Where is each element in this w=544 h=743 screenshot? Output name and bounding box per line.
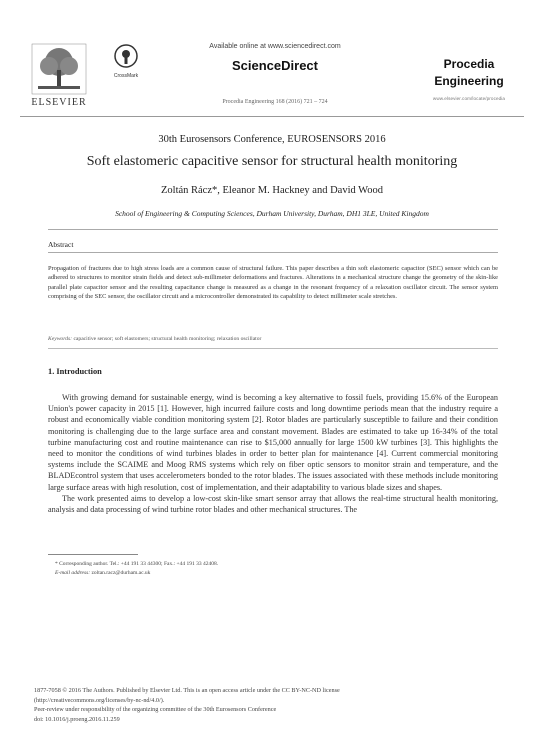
journal-name-line2: Engineering [434,74,504,88]
abstract-heading: Abstract [48,240,74,249]
keywords-list: capacitive sensor; soft elastomers; structural health monitoring; relaxation oscillator [73,336,262,342]
corresponding-author-footnote [55,560,495,578]
crossmark-label: CrossMark [113,73,139,79]
copyright-footer [34,686,504,724]
footnote-contact: * Corresponding author. Tel.: +44 191 33 44300; Fax.: +44 191 33 42408. [55,561,219,567]
journal-name [414,56,524,90]
abstract-heading-divider [48,252,498,253]
intro-paragraph-2: The work presented aims to develop a low-cost skin-like smart sensor array that allows the real-time structural health monitoring, analysis and data processing of wind turbine rotor blades and other mechanical structures. The [48,493,498,515]
journal-logo [414,44,524,112]
copyright-line: 1877-7058 © 2016 The Authors. Published by Elsevier Ltd. This is an open access article under the CC BY-NC-ND license [34,687,340,694]
paper-title: Soft elastomeric capacitive sensor for structural health monitoring [86,154,458,169]
abstract-top-divider [48,229,498,230]
crossmark-badge[interactable] [110,44,142,79]
email-label: E-mail address: [55,570,91,576]
affiliation: School of Engineering & Computing Sciences, Durham University, Durham, DH1 3LE, United Kingdom [115,209,429,218]
header-divider [20,116,524,117]
peer-review-line: Peer-review under responsibility of the organizing committee of the 30th Eurosensors Conference [34,706,277,714]
publisher-logo-text: ELSEVIER [31,97,87,108]
footnote-divider [48,554,138,555]
elsevier-tree-logo [24,40,94,104]
doi[interactable]: doi: 10.1016/j.proeng.2016.11.259 [34,715,120,723]
footnote-email-line [55,569,495,578]
author-list: Zoltán Rácz*, Eleanor M. Hackney and David Wood [160,185,384,196]
introduction-body [48,392,498,515]
journal-url[interactable]: www.elsevier.com/locate/procedia [432,96,506,101]
abstract-bottom-divider [48,348,498,349]
license-link[interactable]: (http://creativecommons.org/licenses/by-nc-nd/4.0/). [34,696,165,704]
intro-paragraph-1: With growing demand for sustainable energy, wind is becoming a key alternative to fossil fuels, providing 15.6% of the European Union's power capacity in 2015 [1]. However, high incurred failure costs and long downtime periods mean that the industry require a robust and economically viable condition monitoring system [2]. Rotor blades are particularly susceptible to failure and their condition monitoring is challenging due to the large surface area and constant movement. Blades are estimated to take up 16-34% of the total turbine manufacturing cost and routine maintenance can rise to $15,000 annually for large 1500 kW turbines [3]. This highlights the need to monitor the conditions of wind turbines blades in order to better plan for maintenance [4]. Current commercial monitoring systems include the SCAIME and Moog RMS systems which rely on fiber optic sensors to monitor strain and temperature, and the BLADEcontrol system that uses accelerometers bonded to the rotor blades. The issues associated with these methods include monitoring large surface areas with high resolution, cost of implementation, and their adaptability to various blade sizes and shapes. [48,393,498,492]
crossmark-icon [114,44,138,68]
section-heading: 1. Introduction [48,367,102,376]
journal-citation: Procedia Engineering 168 (2016) 721 – 724 [222,99,328,105]
available-online-text: Available online at www.sciencedirect.com [209,43,341,50]
conference-name: 30th Eurosensors Conference, EUROSENSORS 2016 [158,134,386,145]
sciencedirect-wordmark: ScienceDirect [232,58,318,73]
keywords-label: Keywords: [48,336,73,342]
keywords [48,336,498,342]
abstract-body: Propagation of fractures due to high stress loads are a common cause of structural failure. This paper describes a thin soft elastomeric capacitor (SEC) sensor which can be adhered to structures to monitor strain fields and detect sub-millimeter deformations and fractures. Alterations in a mechanical structure change the geometry of the skin-like parallel plate capacitor sensor and the resulting capacitance change is measured as a change in the resonant frequency of a relaxation oscillator circuit. The sensor system comprising of the SEC sensor, the oscillator circuit and a microcontroller demonstrated its capability to detect millimeter scale stretches. [48,265,498,300]
journal-name-line1: Procedia [443,57,495,71]
email-address[interactable]: zoltan.racz@durham.ac.uk [91,570,151,576]
